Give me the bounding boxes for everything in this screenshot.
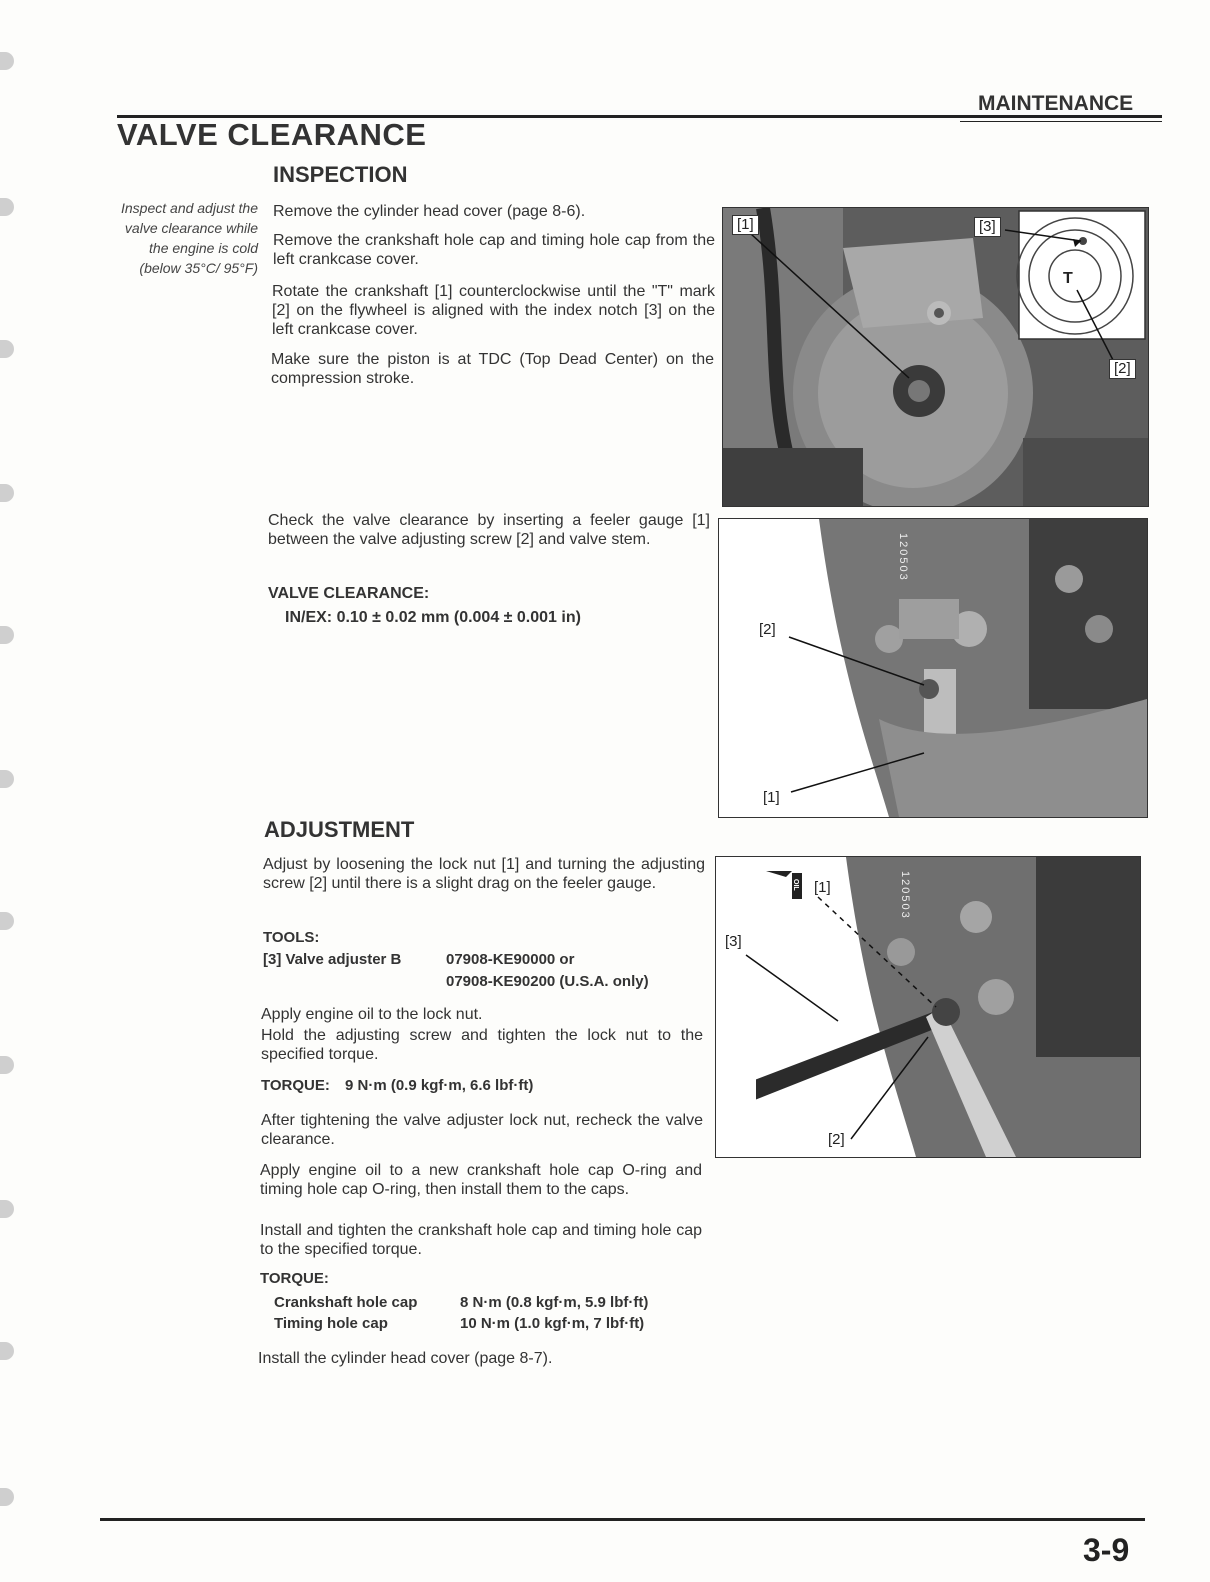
valve-clearance-spec-label: VALVE CLEARANCE: (268, 585, 430, 602)
binder-hole (0, 770, 14, 788)
adjustment-step-1: Adjust by loosening the lock nut [1] and turning the adjusting screw [2] until there is a slight drag on the feeler gauge. (263, 856, 705, 892)
binder-hole (0, 484, 14, 502)
section-header: MAINTENANCE (978, 92, 1134, 115)
tool-part-number-1: 07908-KE90000 or (446, 951, 575, 968)
inspection-step-3: Rotate the crankshaft [1] counterclockwise until the "T" mark [2] on the flywheel is aligned with the index notch [3] on the left crankcase cover. (272, 283, 715, 338)
torque-label-2: TORQUE: (260, 1270, 329, 1287)
torque-label-1: TORQUE: (261, 1077, 330, 1094)
figure1-callout-2: [2] (1109, 359, 1136, 379)
binder-hole (0, 1200, 14, 1218)
adjustment-step-4b: Install and tighten the crankshaft hole cap and timing hole cap to the specified torque. (260, 1222, 702, 1258)
adjustment-step-4a: Apply engine oil to a new crankshaft hole cap O-ring and timing hole cap O-ring, then install them to the caps. (260, 1162, 702, 1198)
figure-feeler-gauge (718, 518, 1148, 818)
valve-clearance-spec-value: IN/EX: 0.10 ± 0.02 mm (0.004 ± 0.001 in) (285, 609, 581, 626)
adjustment-step-5: Install the cylinder head cover (page 8-7). (258, 1350, 553, 1367)
torque-value: 10 N·m (1.0 kgf·m, 7 lbf·ft) (460, 1315, 645, 1332)
torque-item: Crankshaft hole cap (274, 1294, 418, 1311)
page-title: VALVE CLEARANCE (117, 117, 427, 152)
binder-hole (0, 340, 14, 358)
inspection-step-4: Make sure the piston is at TDC (Top Dead Center) on the compression stroke. (271, 351, 714, 387)
figure3-callout-1: [1] (814, 879, 831, 896)
binder-hole (0, 626, 14, 644)
tools-label: TOOLS: (263, 929, 320, 946)
figure2-stamp: 120503 (897, 533, 909, 582)
adjustment-step-2a: Apply engine oil to the lock nut. (261, 1006, 483, 1023)
tool-name: [3] Valve adjuster B (263, 951, 402, 968)
oil-icon: OIL (792, 879, 799, 891)
binder-hole (0, 1056, 14, 1074)
page-number: 3-9 (1083, 1532, 1130, 1568)
inspection-step-5: Check the valve clearance by inserting a feeler gauge [1] between the valve adjusting screw [2] and valve stem. (268, 512, 710, 548)
torque-value-1: 9 N·m (0.9 kgf·m, 6.6 lbf·ft) (345, 1077, 534, 1094)
footer-rule (100, 1518, 1145, 1521)
inset-t-mark: T (1063, 270, 1073, 287)
figure3-callout-3: [3] (725, 933, 742, 950)
binder-hole (0, 912, 14, 930)
figure-crankcase-cover (722, 207, 1149, 507)
adjustment-step-3: After tightening the valve adjuster lock nut, recheck the valve clearance. (261, 1112, 703, 1148)
figure2-callout-1: [1] (763, 789, 780, 806)
figure1-callout-1: [1] (732, 215, 759, 235)
torque-item: Timing hole cap (274, 1315, 388, 1332)
tool-part-number-2: 07908-KE90200 (U.S.A. only) (446, 973, 649, 990)
adjustment-heading: ADJUSTMENT (264, 817, 415, 842)
inspection-step-2: Remove the crankshaft hole cap and timing hole cap from the left crankcase cover. (273, 232, 715, 268)
figure1-callout-3: [3] (974, 217, 1001, 237)
adjustment-step-2b: Hold the adjusting screw and tighten the lock nut to the specified torque. (261, 1027, 703, 1063)
header-rule-thin (960, 121, 1162, 122)
figure3-stamp: 120503 (899, 871, 911, 920)
binder-hole (0, 1342, 14, 1360)
inspection-heading: INSPECTION (273, 162, 408, 187)
figure3-callout-2: [2] (828, 1131, 845, 1148)
binder-hole (0, 52, 14, 70)
binder-hole (0, 198, 14, 216)
inspection-step-1: Remove the cylinder head cover (page 8-6). (273, 203, 586, 220)
figure-valve-adjuster (715, 856, 1141, 1158)
figure2-callout-2: [2] (759, 621, 776, 638)
torque-value: 8 N·m (0.8 kgf·m, 5.9 lbf·ft) (460, 1294, 649, 1311)
binder-hole (0, 1488, 14, 1506)
side-note: Inspect and adjust the valve clearance while the engine is cold (below 35°C/ 95°F) (121, 200, 258, 276)
